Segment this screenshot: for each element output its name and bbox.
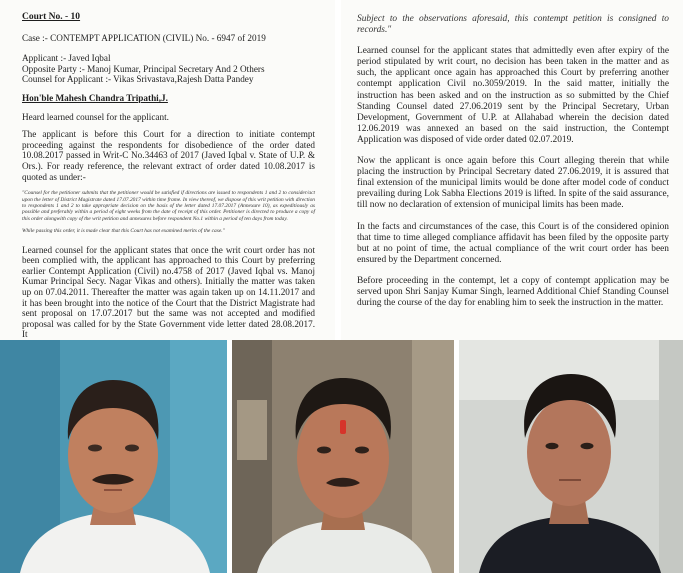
photo-strip	[0, 340, 683, 573]
document-right-column	[341, 0, 683, 340]
paragraph: The applicant is before this Court for a direction to initiate contempt proceeding against the respondents for disobedience of the order dated 10.08.2017 passed in Writ-C No.34463 of 2017 (Javed Iqbal v. State of U.P. & Ors.). For ready reference, the relevant extract of order dated 10.08.2017 is quoted as under:-	[22, 129, 315, 182]
opposite-party-line: Opposite Party :- Manoj Kumar, Principal Secretary And 2 Others	[22, 63, 265, 74]
quoted-order: "Counsel for the petitioner submits that the petitioner would be satisfied if directions are issued to respondents 1 and 2 to consider/act upon the letter of District Magistrate dated 17.07.2017 within time frame. In view thereof, we dispose of this writ petition with direction to respondents 1 and 2 to take appropriate decision on the basis of the letter dated 17.07.2017 (Annexure 10), as expeditiously as possible and preferably within a period of eight weeks from the date of receipt of this order. Petitioner is directed to produce a copy of this order alongwith copy of the writ petition and annexures before respondent No.1 within a period of ten days from today.	[22, 190, 315, 222]
court-number: Court No. - 10	[22, 12, 81, 22]
paragraph: Learned counsel for the applicant states that once the writ court order has not been complied with, the applicant has approached to this Court by preferring earlier Contempt Application (Civil) no.4758 of 2017 (Javed Iqbal vs. Manoj Kumar Principal Secy. Nagar Vikas and others). Initially the matter was taken up on 07.04.2011. Thereafter the matter was again taken up on 14.11.2017 and it has been brought into the notice of the Court that the District Magistrate had sent proposal on 17.07.2017 but the same was not accepted and modified proposal was called for by the State Government vide letter dated 28.08.2017. It	[22, 244, 315, 340]
applicant-line: Applicant :- Javed Iqbal	[22, 53, 111, 64]
case-number: Case :- CONTEMPT APPLICATION (CIVIL) No. - 6947 of 2019	[22, 32, 266, 43]
heard-line: Heard learned counsel for the applicant.	[22, 111, 169, 122]
paragraph: Before proceeding in the contempt, let a copy of contempt application may be served upon Shri Sanjay Kumar Singh, learned Additional Chief Standing Counsel during the course of the day for enabling him to seek the instruction in the matter.	[357, 275, 669, 309]
judge-name: Hon'ble Mahesh Chandra Tripathi,J.	[22, 92, 168, 103]
paragraph: Learned counsel for the applicant states that admittedly even after expiry of the period stipulated by writ court, no decision has been taken in the matter and as such, the applicant once again has approached this Court by preferring another contempt application Civil no.3059/2019. In the said matter, initially the instruction has been asked and on the instruction as so submitted by the Chief Standing Counsel dated 27.06.2019 sent by the Principal Secretary, Urban Development, Government of U.P. at Allahabad wherein the decision dated 12.06.2019 was annexed an based on the said instruction, the Contempt Application was disposed of vide order dated 02.07.2019.	[357, 46, 669, 145]
portrait-man-dark-shirt-icon	[459, 340, 683, 573]
paragraph: In the facts and circumstances of the case, this Court is of the considered opinion that time to time alleged compliance affidavit has been filed by the opposite party but at no point of time, the actual compliance of the writ court order has been ensured by the Department concerned.	[357, 221, 669, 265]
counsel-line: Counsel for Applicant :- Vikas Srivastava,Rajesh Datta Pandey	[22, 74, 254, 85]
portrait-man-tilak-icon	[232, 340, 454, 573]
paragraph: Now the applicant is once again before this Court alleging therein that while placing the instruction by Principal Secretary dated 27.06.2019, it is assured that final extension of the municipal limits would be done after model code of conduct prevailing during Lok Sabha Elections 2019 is lifted. In spite of the said assurance, till now no declaration of extension of municipal limits has been made.	[357, 156, 669, 211]
subject-line: Subject to the observations aforesaid, this contempt petition is consigned to records."	[357, 14, 669, 36]
quoted-order-note: While passing this order, it is made clear that this Court has not examined merits of the case."	[22, 228, 225, 235]
document-left-column	[0, 0, 335, 340]
portrait-man-mustache-icon	[0, 340, 227, 573]
